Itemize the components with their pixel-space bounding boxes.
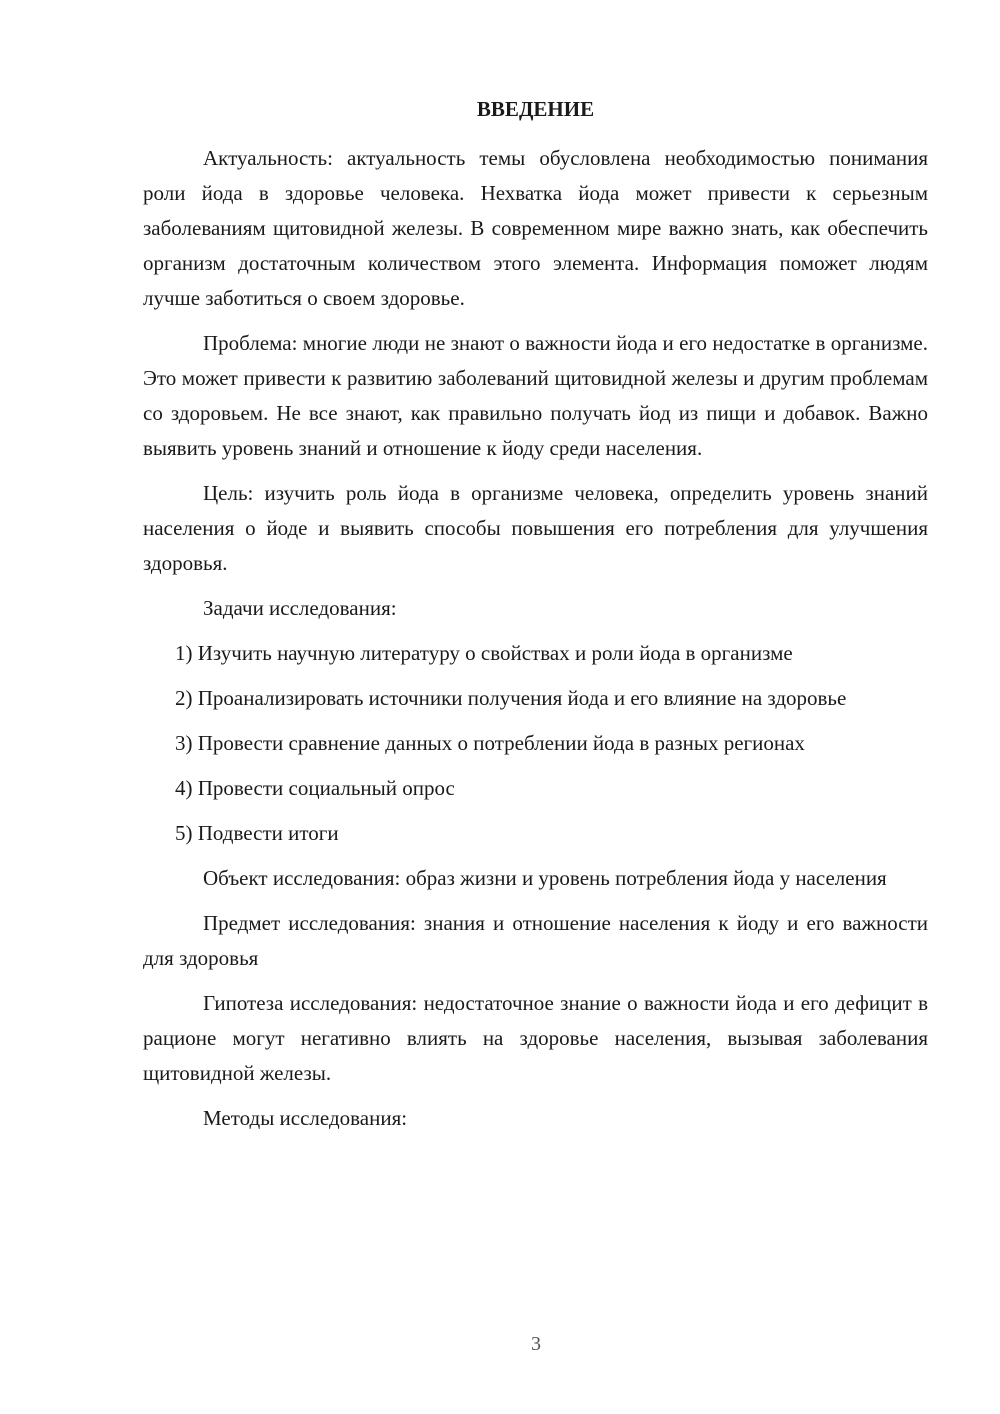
hypothesis-paragraph: Гипотеза исследования: недостаточное знание о важности йода и его дефицит в рационе могут негативно влиять на здоровье населения, вызывая заболевания щитовидной железы. bbox=[143, 991, 928, 1085]
page-number: 3 bbox=[531, 1333, 541, 1355]
methods-title: Методы исследования: bbox=[203, 1106, 408, 1130]
problem-paragraph: Проблема: многие люди не знают о важности йода и его недостатке в организме. Это может привести к развитию заболеваний щитовидной железы и другим проблемам со здоровьем. Не все знают, как правильно получать йод из пищи и добавок. Важно выявить уровень знаний и отношение к йоду среди населения. bbox=[143, 331, 928, 460]
goal-paragraph: Цель: изучить роль йода в организме человека, определить уровень знаний населения о йоде и выявить способы повышения его потребления для улучшения здоровья. bbox=[143, 481, 928, 575]
task-item-4: 4) Провести социальный опрос bbox=[175, 776, 455, 800]
task-item-5: 5) Подвести итоги bbox=[175, 821, 339, 845]
subject-paragraph: Предмет исследования: знания и отношение населения к йоду и его важности для здоровья bbox=[143, 911, 928, 970]
object-paragraph: Объект исследования: образ жизни и уровень потребления йода у населения bbox=[203, 866, 887, 890]
section-heading: ВВЕДЕНИЕ bbox=[476, 97, 595, 121]
task-item-1: 1) Изучить научную литературу о свойствах и роли йода в организме bbox=[175, 641, 793, 665]
relevance-paragraph: Актуальность: актуальность темы обусловлена необходимостью понимания роли йода в здоровье человека. Нехватка йода может привести к серьезным заболеваниям щитовидной железы. В современном мире важно знать, как обеспечить организм достаточным количеством этого элемента. Информация поможет людям лучше заботиться о своем здоровье. bbox=[143, 146, 928, 310]
task-item-3: 3) Провести сравнение данных о потреблении йода в разных регионах bbox=[175, 731, 805, 755]
document-page bbox=[143, 95, 928, 1146]
task-item-2: 2) Проанализировать источники получения йода и его влияние на здоровье bbox=[175, 686, 847, 710]
tasks-title: Задачи исследования: bbox=[203, 596, 397, 620]
